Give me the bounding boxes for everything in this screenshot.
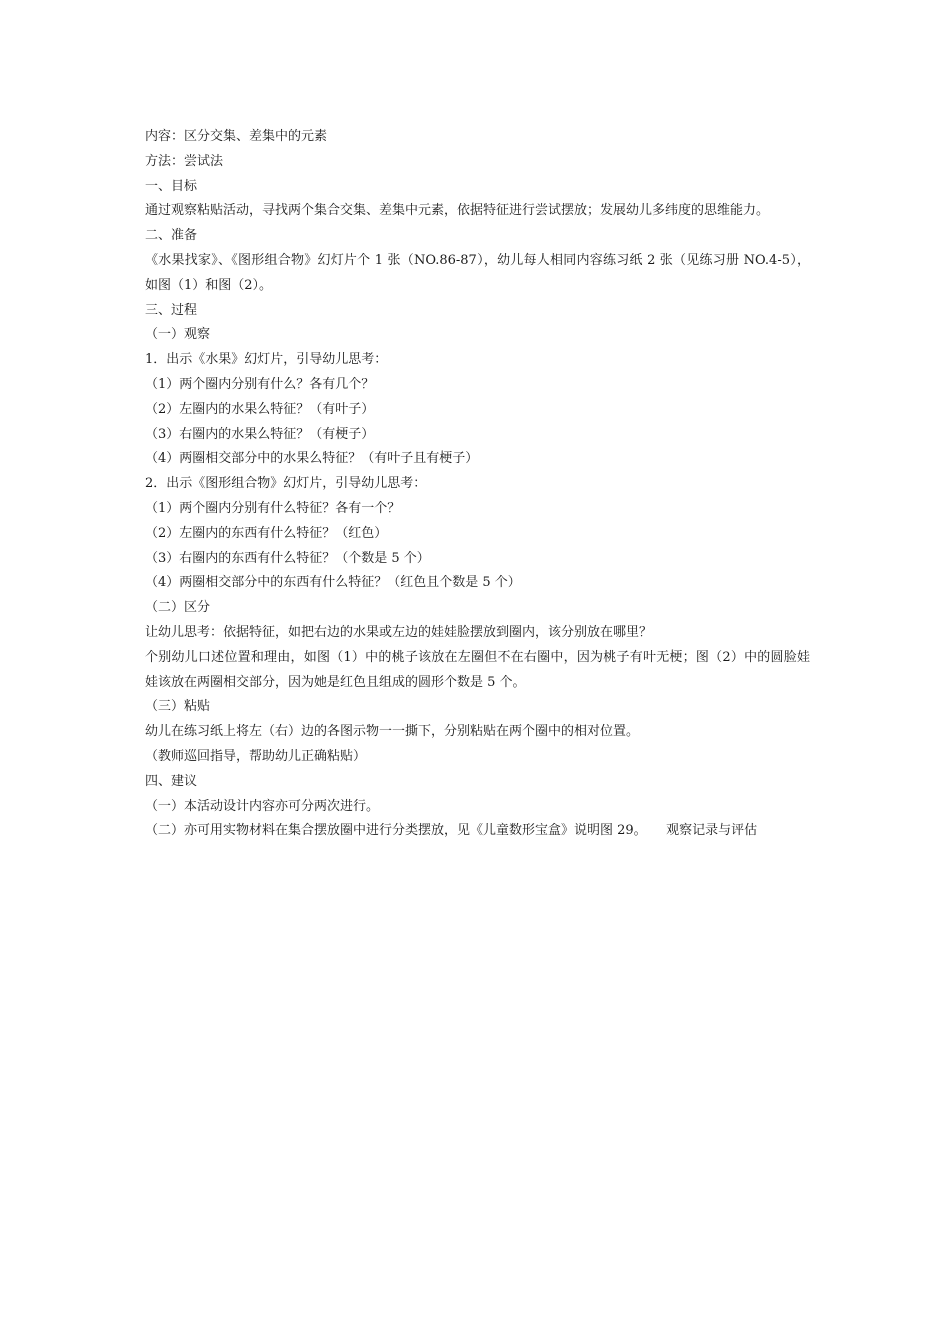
distinguish-prompt: 让幼儿思考：依据特征，如把右边的水果或左边的娃娃脸摆放到圈内，该分别放在哪里？ xyxy=(145,624,653,640)
suggestion-1: （一）本活动设计内容亦可分两次进行。 xyxy=(145,798,380,814)
paste-teacher-note: （教师巡回指导，帮助幼儿正确粘贴） xyxy=(145,748,367,764)
subsection-heading-paste: （三）粘贴 xyxy=(145,699,211,715)
observe-step-2-q3: （3）右圈内的东西有什么特征？（个数是 5 个） xyxy=(145,550,430,566)
preparation-paragraph: 《水果找家》、《图形组合物》幻灯片个 1 张（NO.86-87），幼儿每人相同内容练习纸 2 张（见练习册 NO.4-5），如图（1）和图（2）。 xyxy=(145,252,810,293)
subsection-heading-observe: （一）观察 xyxy=(145,327,211,343)
observe-step-2-q4: （4）两圈相交部分中的东西有什么特征？（红色且个数是 5 个） xyxy=(145,575,521,591)
observe-step-1-q2: （2）左圈内的水果么特征？（有叶子） xyxy=(145,401,375,417)
observe-step-1-q4: （4）两圈相交部分中的水果么特征？（有叶子且有梗子） xyxy=(145,451,479,467)
method-line: 方法：尝试法 xyxy=(145,153,224,169)
content-line: 内容：区分交集、差集中的元素 xyxy=(145,129,328,144)
observe-step-1-q3: （3）右圈内的水果么特征？（有梗子） xyxy=(145,426,375,442)
section-heading-suggestions: 四、建议 xyxy=(145,773,198,789)
suggestion-2: （二）亦可用实物材料在集合摆放圈中进行分类摆放，见《儿童数形宝盒》说明图 29。 观察记录与评估 xyxy=(145,823,758,839)
section-heading-process: 三、过程 xyxy=(145,302,198,318)
paste-instruction: 幼儿在练习纸上将左（右）边的各图示物一一撕下，分别粘贴在两个圈中的相对位置。 xyxy=(145,724,640,740)
subsection-heading-distinguish: （二）区分 xyxy=(145,600,211,616)
goal-paragraph: 通过观察粘贴活动，寻找两个集合交集、差集中元素，依据特征进行尝试摆放；发展幼儿多纬度的思维能力。 xyxy=(145,203,770,219)
section-heading-goal: 一、目标 xyxy=(145,178,198,194)
observe-step-1-q1: （1）两个圈内分别有什么？各有几个？ xyxy=(145,376,375,392)
observe-step-2: 2．出示《图形组合物》幻灯片，引导幼儿思考： xyxy=(145,476,427,492)
distinguish-paragraph: 个别幼儿口述位置和理由，如图（1）中的桃子该放在左圈但不在右圈中，因为桃子有叶无梗；图（2）中的圆脸娃娃该放在两圈相交部分，因为她是红色且组成的圆形个数是 5 个。 xyxy=(145,649,810,690)
section-heading-preparation: 二、准备 xyxy=(145,228,198,244)
observe-step-2-q1: （1）两个圈内分别有什么特征？各有一个？ xyxy=(145,500,401,516)
observe-step-1: 1．出示《水果》幻灯片，引导幼儿思考： xyxy=(145,352,388,368)
document-body xyxy=(145,125,810,844)
observe-step-2-q2: （2）左圈内的东西有什么特征？（红色） xyxy=(145,525,388,541)
